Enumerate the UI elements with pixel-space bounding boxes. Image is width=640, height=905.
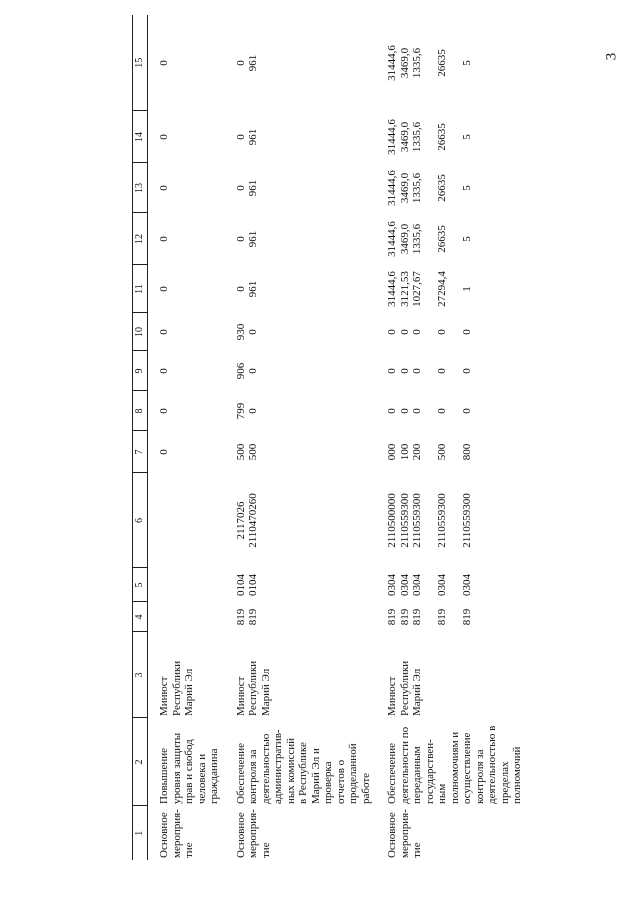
cell-line xyxy=(449,475,462,566)
cell-line: 26635 xyxy=(436,225,448,253)
cell-col-9 xyxy=(225,351,377,391)
column-header-8: 8 xyxy=(133,391,148,431)
cell-col-4 xyxy=(148,602,225,632)
cell-line: 5 xyxy=(461,134,473,140)
cell-line: мероприя- xyxy=(398,809,411,858)
cell-col-6 xyxy=(148,473,225,568)
cell-line xyxy=(424,267,437,311)
cell-line: ным xyxy=(436,783,448,804)
cell-line: Обеспечение xyxy=(234,743,247,804)
cell-col-13 xyxy=(225,163,377,213)
cell-line: 799 xyxy=(234,402,247,420)
cell-col-10 xyxy=(225,313,377,351)
table-row xyxy=(148,15,225,860)
cell-line: 31444,6 xyxy=(386,221,398,257)
cell-line xyxy=(158,475,171,566)
cell-col-9 xyxy=(376,351,528,391)
cell-line: 1 xyxy=(461,286,473,292)
cell-line xyxy=(158,570,171,600)
cell-col-2 xyxy=(148,718,225,806)
cell-line: Минюст xyxy=(386,676,398,716)
cell-col-8 xyxy=(225,391,377,431)
cell-line: 0104 xyxy=(247,574,259,596)
cell-col-5 xyxy=(148,568,225,602)
cell-line: 0 xyxy=(411,329,423,335)
cell-line: 1335,6 xyxy=(411,172,423,204)
cell-line: 0 xyxy=(158,236,170,242)
cell-line: 0304 xyxy=(436,574,448,596)
cell-line: тие xyxy=(183,842,195,858)
cell-line: 27294,4 xyxy=(436,271,448,307)
cell-col-10 xyxy=(148,313,225,351)
cell-line xyxy=(424,113,437,161)
cell-line: 500 xyxy=(234,443,247,461)
cell-col-4 xyxy=(376,602,528,632)
cell-col-1 xyxy=(225,806,377,860)
cell-line: 0 xyxy=(436,329,448,335)
cell-line: 1335,6 xyxy=(411,223,423,255)
cell-line: Марий Эл xyxy=(259,668,272,716)
cell-line: переданным xyxy=(411,746,423,804)
cell-line: 31444,6 xyxy=(386,119,398,155)
cell-line: Основное xyxy=(234,812,247,858)
cell-line: 0 xyxy=(461,368,473,374)
cell-col-1 xyxy=(148,806,225,860)
cell-col-12 xyxy=(148,213,225,265)
cell-line: проделанной xyxy=(347,743,359,804)
budget-table xyxy=(132,15,528,860)
cell-line: полномочиям и xyxy=(448,731,461,804)
cell-line: 0 xyxy=(386,368,398,374)
cell-line: контроля за xyxy=(247,749,259,804)
column-header-5: 5 xyxy=(133,568,148,602)
cell-line: 961 xyxy=(247,280,259,298)
cell-col-15 xyxy=(225,15,377,111)
cell-line: 0 xyxy=(234,236,247,242)
cell-line: ных комиссий xyxy=(284,738,297,804)
rotated-table-sheet xyxy=(132,35,626,860)
cell-col-3 xyxy=(376,632,528,718)
cell-line: уровня защиты xyxy=(170,732,183,804)
column-header-11: 11 xyxy=(133,265,148,313)
cell-line: 0 xyxy=(158,368,170,374)
cell-line xyxy=(424,393,437,429)
cell-line: 0 xyxy=(158,60,170,66)
cell-line xyxy=(449,570,462,600)
cell-col-2 xyxy=(376,718,528,806)
cell-col-14 xyxy=(148,111,225,163)
cell-col-11 xyxy=(148,265,225,313)
cell-line: Республики xyxy=(170,660,183,716)
cell-col-8 xyxy=(148,391,225,431)
header-row xyxy=(133,15,148,860)
cell-col-5 xyxy=(225,568,377,602)
cell-line: 2110559300 xyxy=(411,493,423,548)
cell-line: 3469,0 xyxy=(398,121,411,153)
cell-line xyxy=(424,353,437,389)
cell-line xyxy=(424,570,437,600)
cell-col-15 xyxy=(148,15,225,111)
cell-line: 1335,6 xyxy=(411,121,423,153)
cell-line xyxy=(449,267,462,311)
cell-line: 26635 xyxy=(436,174,448,202)
cell-line: тие xyxy=(259,842,272,858)
column-header-13: 13 xyxy=(133,163,148,213)
cell-col-7 xyxy=(148,431,225,473)
cell-line: Повышение xyxy=(158,747,170,804)
cell-line: 0304 xyxy=(386,574,398,596)
cell-line: 31444,6 xyxy=(386,45,398,81)
cell-line: 0 xyxy=(158,408,170,414)
cell-line xyxy=(424,433,437,471)
cell-line: 0 xyxy=(234,134,247,140)
cell-line: 0 xyxy=(411,368,423,374)
cell-line: 0 xyxy=(158,185,170,191)
column-header-14: 14 xyxy=(133,111,148,163)
cell-line: работе xyxy=(359,772,372,804)
cell-line: Марий Эл и xyxy=(309,748,322,804)
cell-line: деятельности по xyxy=(398,726,411,804)
column-header-10: 10 xyxy=(133,313,148,351)
cell-line: 2110559300 xyxy=(398,493,411,548)
cell-col-6 xyxy=(225,473,377,568)
cell-line: Минюст xyxy=(158,676,170,716)
cell-line: 26635 xyxy=(436,49,448,77)
cell-line: 961 xyxy=(247,54,259,72)
cell-line: государствен- xyxy=(423,739,436,804)
column-header-15: 15 xyxy=(133,15,148,111)
cell-line: 0 xyxy=(398,408,411,414)
cell-line: 0 xyxy=(234,185,247,191)
cell-line: 0 xyxy=(436,408,448,414)
cell-line: прав и свобод xyxy=(183,739,195,804)
cell-line: 961 xyxy=(247,179,259,197)
page-number: 3 xyxy=(603,52,620,61)
cell-line: 2110470260 xyxy=(247,493,259,548)
cell-line: 0 xyxy=(247,408,259,414)
cell-line: 500 xyxy=(247,443,259,461)
cell-col-8 xyxy=(376,391,528,431)
cell-line: 800 xyxy=(461,443,473,461)
cell-line: пределах xyxy=(498,761,511,804)
cell-line: отчетов о xyxy=(334,759,347,804)
cell-line: 961 xyxy=(247,230,259,248)
cell-col-12 xyxy=(376,213,528,265)
cell-col-2 xyxy=(225,718,377,806)
cell-line: 819 xyxy=(436,608,448,626)
cell-line: Минюст xyxy=(234,676,247,716)
cell-line xyxy=(424,215,437,263)
cell-line xyxy=(449,17,462,109)
column-header-2: 2 xyxy=(133,718,148,806)
cell-col-4 xyxy=(225,602,377,632)
cell-line: 2110500000 xyxy=(386,493,398,548)
cell-line xyxy=(424,604,437,630)
cell-line: 0 xyxy=(386,329,398,335)
cell-line: 26635 xyxy=(436,123,448,151)
cell-col-3 xyxy=(148,632,225,718)
cell-line: 819 xyxy=(234,608,247,626)
column-header-4: 4 xyxy=(133,602,148,632)
cell-col-14 xyxy=(376,111,528,163)
cell-line: 1335,6 xyxy=(411,47,423,79)
cell-line xyxy=(449,433,462,471)
cell-line: Марий Эл xyxy=(183,668,195,716)
cell-line xyxy=(424,165,437,211)
cell-line: деятельностью в xyxy=(486,725,498,804)
cell-col-7 xyxy=(225,431,377,473)
cell-line: 3469,0 xyxy=(398,47,411,79)
column-header-3: 3 xyxy=(133,632,148,718)
column-header-12: 12 xyxy=(133,213,148,265)
cell-line: контроля за xyxy=(473,749,486,804)
cell-line: 819 xyxy=(461,608,473,626)
cell-line: Марий Эл xyxy=(411,668,423,716)
cell-line: 0 xyxy=(158,134,170,140)
cell-col-11 xyxy=(376,265,528,313)
cell-line: 1027,67 xyxy=(411,271,423,307)
cell-line: 0304 xyxy=(398,574,411,596)
cell-line: 0 xyxy=(234,286,247,292)
cell-line: 3469,0 xyxy=(398,223,411,255)
cell-line: в Республике xyxy=(297,742,309,804)
table-row xyxy=(376,15,528,860)
cell-line: 31444,6 xyxy=(386,170,398,206)
cell-line: 0 xyxy=(398,329,411,335)
cell-line: гражданина xyxy=(208,748,220,804)
cell-col-10 xyxy=(376,313,528,351)
cell-line: 500 xyxy=(436,443,448,461)
cell-col-15 xyxy=(376,15,528,111)
cell-line: административ- xyxy=(272,729,284,804)
cell-line: полномочий xyxy=(511,746,523,804)
cell-col-13 xyxy=(376,163,528,213)
cell-col-13 xyxy=(148,163,225,213)
cell-col-5 xyxy=(376,568,528,602)
cell-col-11 xyxy=(225,265,377,313)
cell-line: 5 xyxy=(461,60,473,66)
cell-line: 0 xyxy=(247,368,259,374)
cell-line: 819 xyxy=(398,608,411,626)
cell-col-1 xyxy=(376,806,528,860)
cell-line xyxy=(449,353,462,389)
cell-line xyxy=(449,215,462,263)
column-header-9: 9 xyxy=(133,351,148,391)
cell-line: тие xyxy=(411,842,423,858)
cell-col-3 xyxy=(225,632,377,718)
cell-line: Основное xyxy=(386,812,398,858)
cell-line: мероприя- xyxy=(247,809,259,858)
cell-line xyxy=(424,475,437,566)
cell-line: 0 xyxy=(386,408,398,414)
cell-line: Республики xyxy=(247,660,259,716)
cell-col-14 xyxy=(225,111,377,163)
cell-line: 819 xyxy=(411,608,423,626)
cell-line: Основное xyxy=(158,812,170,858)
cell-line xyxy=(424,17,437,109)
cell-line: 000 xyxy=(386,443,398,461)
cell-line: Обеспечение xyxy=(386,743,398,804)
cell-line: 0 xyxy=(436,368,448,374)
cell-line xyxy=(449,315,462,349)
cell-line: 0 xyxy=(158,449,170,455)
cell-col-12 xyxy=(225,213,377,265)
cell-line: 2110559300 xyxy=(461,493,473,548)
cell-line: 930 xyxy=(234,323,247,341)
cell-col-7 xyxy=(376,431,528,473)
cell-line: 3469,0 xyxy=(398,172,411,204)
cell-line: Республики xyxy=(398,660,411,716)
cell-line xyxy=(449,393,462,429)
cell-line: 0 xyxy=(411,408,423,414)
cell-line: осуществление xyxy=(461,732,473,804)
cell-line: мероприя- xyxy=(170,809,183,858)
cell-line: 5 xyxy=(461,236,473,242)
cell-line xyxy=(449,604,462,630)
cell-line: 906 xyxy=(234,362,247,380)
cell-line: деятельностью xyxy=(259,733,272,804)
cell-line xyxy=(449,113,462,161)
cell-line: 0 xyxy=(247,329,259,335)
cell-line: 100 xyxy=(398,443,411,461)
column-header-6: 6 xyxy=(133,473,148,568)
cell-line: 2110559300 xyxy=(436,493,448,548)
cell-line: 819 xyxy=(247,608,259,626)
cell-line: 31444,6 xyxy=(386,271,398,307)
cell-line: 5 xyxy=(461,185,473,191)
cell-line: 2117026 xyxy=(234,501,247,540)
column-header-7: 7 xyxy=(133,431,148,473)
table-body xyxy=(148,15,528,860)
cell-col-9 xyxy=(148,351,225,391)
cell-line: 0304 xyxy=(411,574,423,596)
cell-line xyxy=(424,315,437,349)
cell-line: 200 xyxy=(411,443,423,461)
cell-line: 0304 xyxy=(461,574,473,596)
cell-line: человека и xyxy=(195,753,208,804)
cell-line: 0 xyxy=(461,329,473,335)
cell-line xyxy=(449,165,462,211)
table-row xyxy=(225,15,377,860)
cell-line: 3121,53 xyxy=(398,271,411,307)
cell-line: 0104 xyxy=(234,574,247,596)
cell-line: 0 xyxy=(234,60,247,66)
cell-line: 0 xyxy=(158,286,170,292)
cell-line xyxy=(158,604,171,630)
cell-line: 819 xyxy=(386,608,398,626)
cell-line: 0 xyxy=(461,408,473,414)
cell-line: проверка xyxy=(322,761,334,804)
cell-line: 961 xyxy=(247,128,259,146)
cell-line: 0 xyxy=(398,368,411,374)
cell-line: 0 xyxy=(158,329,170,335)
cell-col-6 xyxy=(376,473,528,568)
column-header-1: 1 xyxy=(133,806,148,860)
